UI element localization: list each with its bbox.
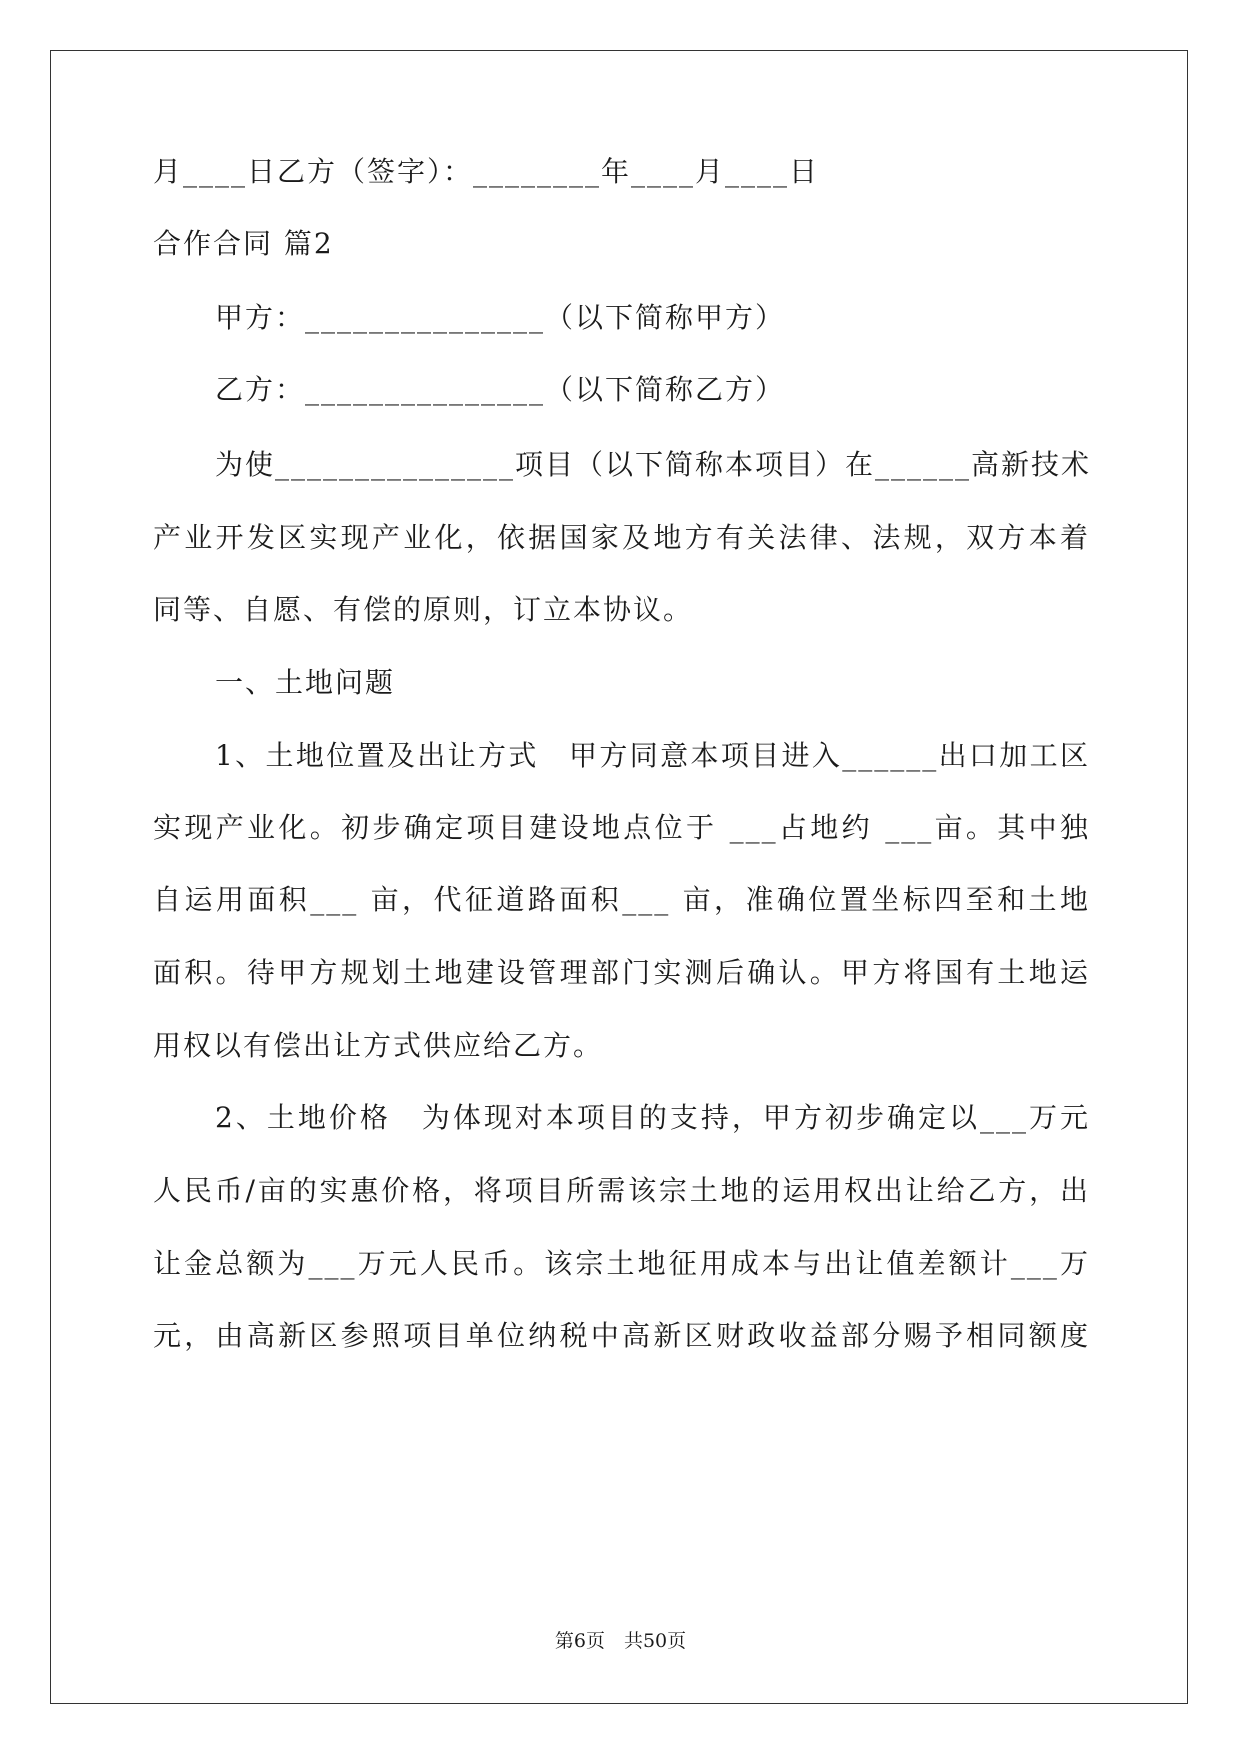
text-line-paragraph: 面积。待甲方规划土地建设管理部门实测后确认。甲方将国有土地运 — [153, 956, 1090, 989]
text-line-paragraph: 自运用面积___ 亩，代征道路面积___ 亩，准确位置坐标四至和土地 — [153, 883, 1090, 916]
text-line-paragraph: 产业开发区实现产业化，依据国家及地方有关法律、法规，双方本着 — [153, 521, 1090, 554]
text-line-paragraph: 实现产业化。初步确定项目建设地点位于 ___占地约 ___亩。其中独 — [153, 811, 1090, 844]
text-line-party-b: 乙方：_______________（以下简称乙方） — [215, 373, 786, 406]
text-line-paragraph: 元，由高新区参照项目单位纳税中高新区财政收益部分赐予相同额度 — [153, 1319, 1090, 1352]
text-line-paragraph: 为使_______________项目（以下简称本项目）在______高新技术 — [215, 448, 1092, 481]
text-line-paragraph: 同等、自愿、有偿的原则，订立本协议。 — [153, 593, 694, 626]
page-number: 第6页 共50页 — [554, 1630, 687, 1652]
subsection-heading: 一、土地问题 — [215, 666, 396, 699]
text-line-paragraph: 2、土地价格 为体现对本项目的支持，甲方初步确定以___万元 — [215, 1101, 1090, 1134]
text-line-paragraph: 用权以有偿出让方式供应给乙方。 — [153, 1029, 604, 1062]
text-line-paragraph: 让金总额为___万元人民币。该宗土地征用成本与出让值差额计___万 — [153, 1247, 1090, 1280]
page-border — [50, 50, 1188, 1704]
text-line-paragraph: 人民币/亩的实惠价格，将项目所需该宗土地的运用权出让给乙方，出 — [153, 1174, 1090, 1207]
text-line-party-a: 甲方：_______________（以下简称甲方） — [215, 301, 786, 334]
text-line-signature: 月____日乙方（签字）：________年____月____日 — [153, 155, 820, 188]
section-heading: 合作合同 篇2 — [153, 227, 334, 260]
text-line-paragraph: 1、土地位置及出让方式 甲方同意本项目进入______出口加工区 — [215, 739, 1090, 772]
